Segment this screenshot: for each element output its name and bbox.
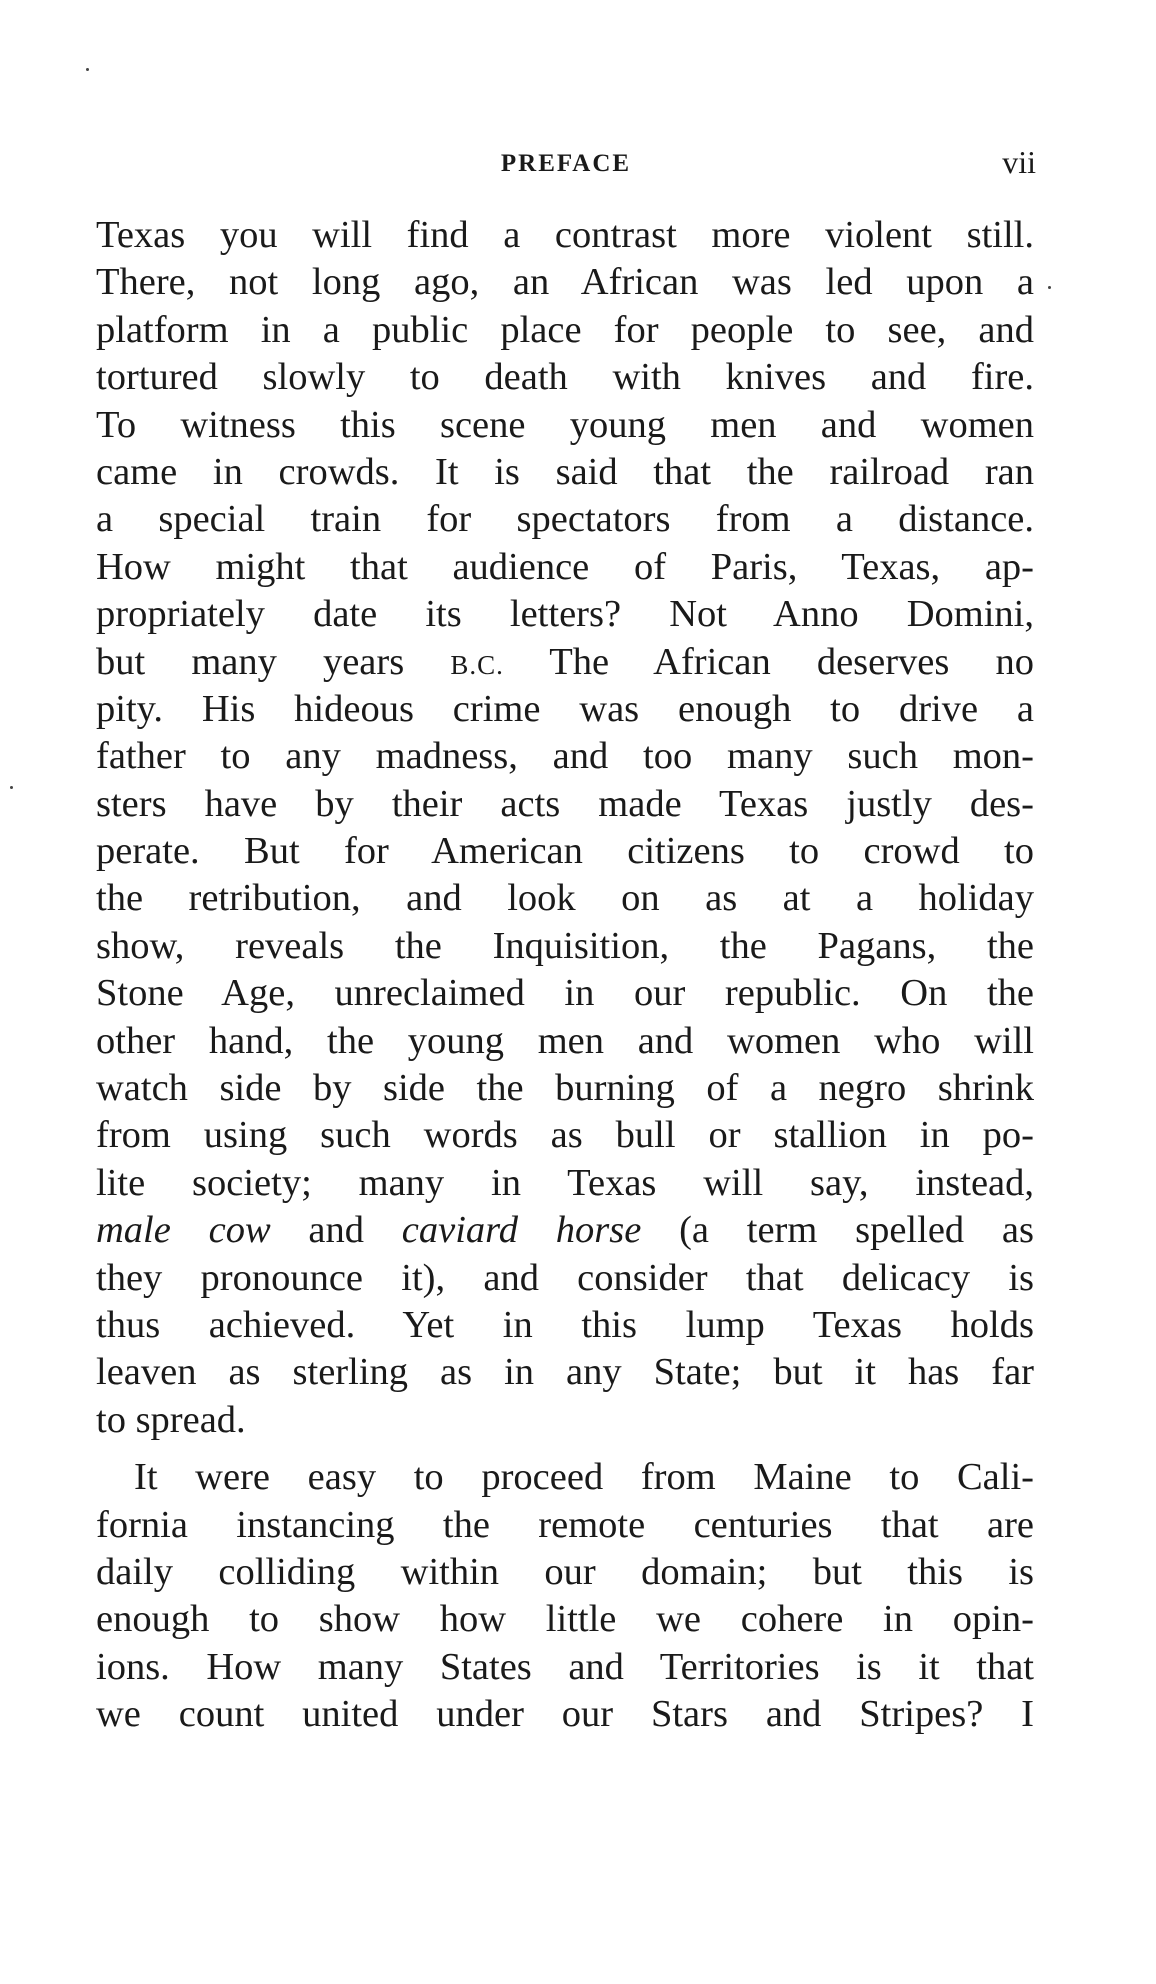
- text-line: propriately date its letters? Not Anno Domini,: [96, 593, 1034, 636]
- text-line: ions. How many States and Territories is it that: [96, 1645, 1034, 1688]
- paragraph-gap: [96, 1444, 1034, 1454]
- text-fragment: The African deserves no: [503, 640, 1034, 683]
- text-line: Texas you will find a contrast more violent still.: [96, 214, 1034, 256]
- text-line: from using such words as bull or stallion in po-: [96, 1114, 1034, 1157]
- text-line: How might that audience of Paris, Texas, ap-: [96, 545, 1034, 588]
- print-speck: [1048, 286, 1051, 289]
- text-fragment: and: [270, 1209, 402, 1252]
- text-line: a special train for spectators from a distance.: [96, 498, 1034, 541]
- small-caps-bc: B.C.: [450, 649, 504, 680]
- text-line: enough to show how little we cohere in opin-: [96, 1598, 1034, 1641]
- text-line: daily colliding within our domain; but this is: [96, 1550, 1034, 1593]
- text-line: lite society; many in Texas will say, instead,: [96, 1161, 1034, 1204]
- text-line: perate. But for American citizens to crowd to: [96, 830, 1034, 873]
- text-line: fornia instancing the remote centuries that are: [96, 1503, 1034, 1546]
- text-line: thus achieved. Yet in this lump Texas holds: [96, 1303, 1034, 1346]
- print-speck: [10, 786, 13, 789]
- text-line: There, not long ago, an African was led upon a: [96, 261, 1034, 304]
- text-line: other hand, the young men and women who will: [96, 1019, 1034, 1062]
- text-line: show, reveals the Inquisition, the Pagans, the: [96, 924, 1034, 967]
- print-speck: [86, 68, 89, 71]
- italic-phrase: male cow: [96, 1209, 271, 1252]
- text-line: [96, 1207, 1034, 1254]
- text-line: came in crowds. It is said that the railroad ran: [96, 450, 1034, 493]
- text-line: they pronounce it), and consider that delicacy is: [96, 1256, 1034, 1299]
- body-text: [96, 212, 1034, 1739]
- text-line: the retribution, and look on as at a holiday: [96, 877, 1034, 920]
- italic-phrase: caviard horse: [401, 1209, 642, 1252]
- text-line: tortured slowly to death with knives and fire.: [96, 356, 1034, 399]
- text-line: pity. His hideous crime was enough to drive a: [96, 687, 1034, 730]
- page-number: vii: [1002, 144, 1036, 180]
- text-line: to spread.: [96, 1398, 246, 1441]
- text-line: To witness this scene young men and women: [96, 403, 1034, 446]
- text-line: platform in a public place for people to see, and: [96, 308, 1034, 351]
- text-line: we count united under our Stars and Stripes? I: [96, 1693, 1034, 1736]
- text-fragment: (a term spelled as: [641, 1209, 1035, 1252]
- text-line: sters have by their acts made Texas justly des-: [96, 782, 1034, 825]
- text-line: [96, 639, 1034, 686]
- text-line: father to any madness, and too many such mon-: [96, 735, 1034, 778]
- running-head: PREFACE: [500, 150, 632, 177]
- page-header: [96, 144, 1036, 190]
- text-line: Stone Age, unreclaimed in our republic. On the: [96, 972, 1034, 1015]
- text-line: It were easy to proceed from Maine to Cali-: [134, 1456, 1034, 1499]
- text-fragment: but many years: [96, 640, 451, 683]
- text-line: watch side by side the burning of a negro shrink: [96, 1067, 1034, 1110]
- text-line: leaven as sterling as in any State; but it has far: [96, 1351, 1034, 1394]
